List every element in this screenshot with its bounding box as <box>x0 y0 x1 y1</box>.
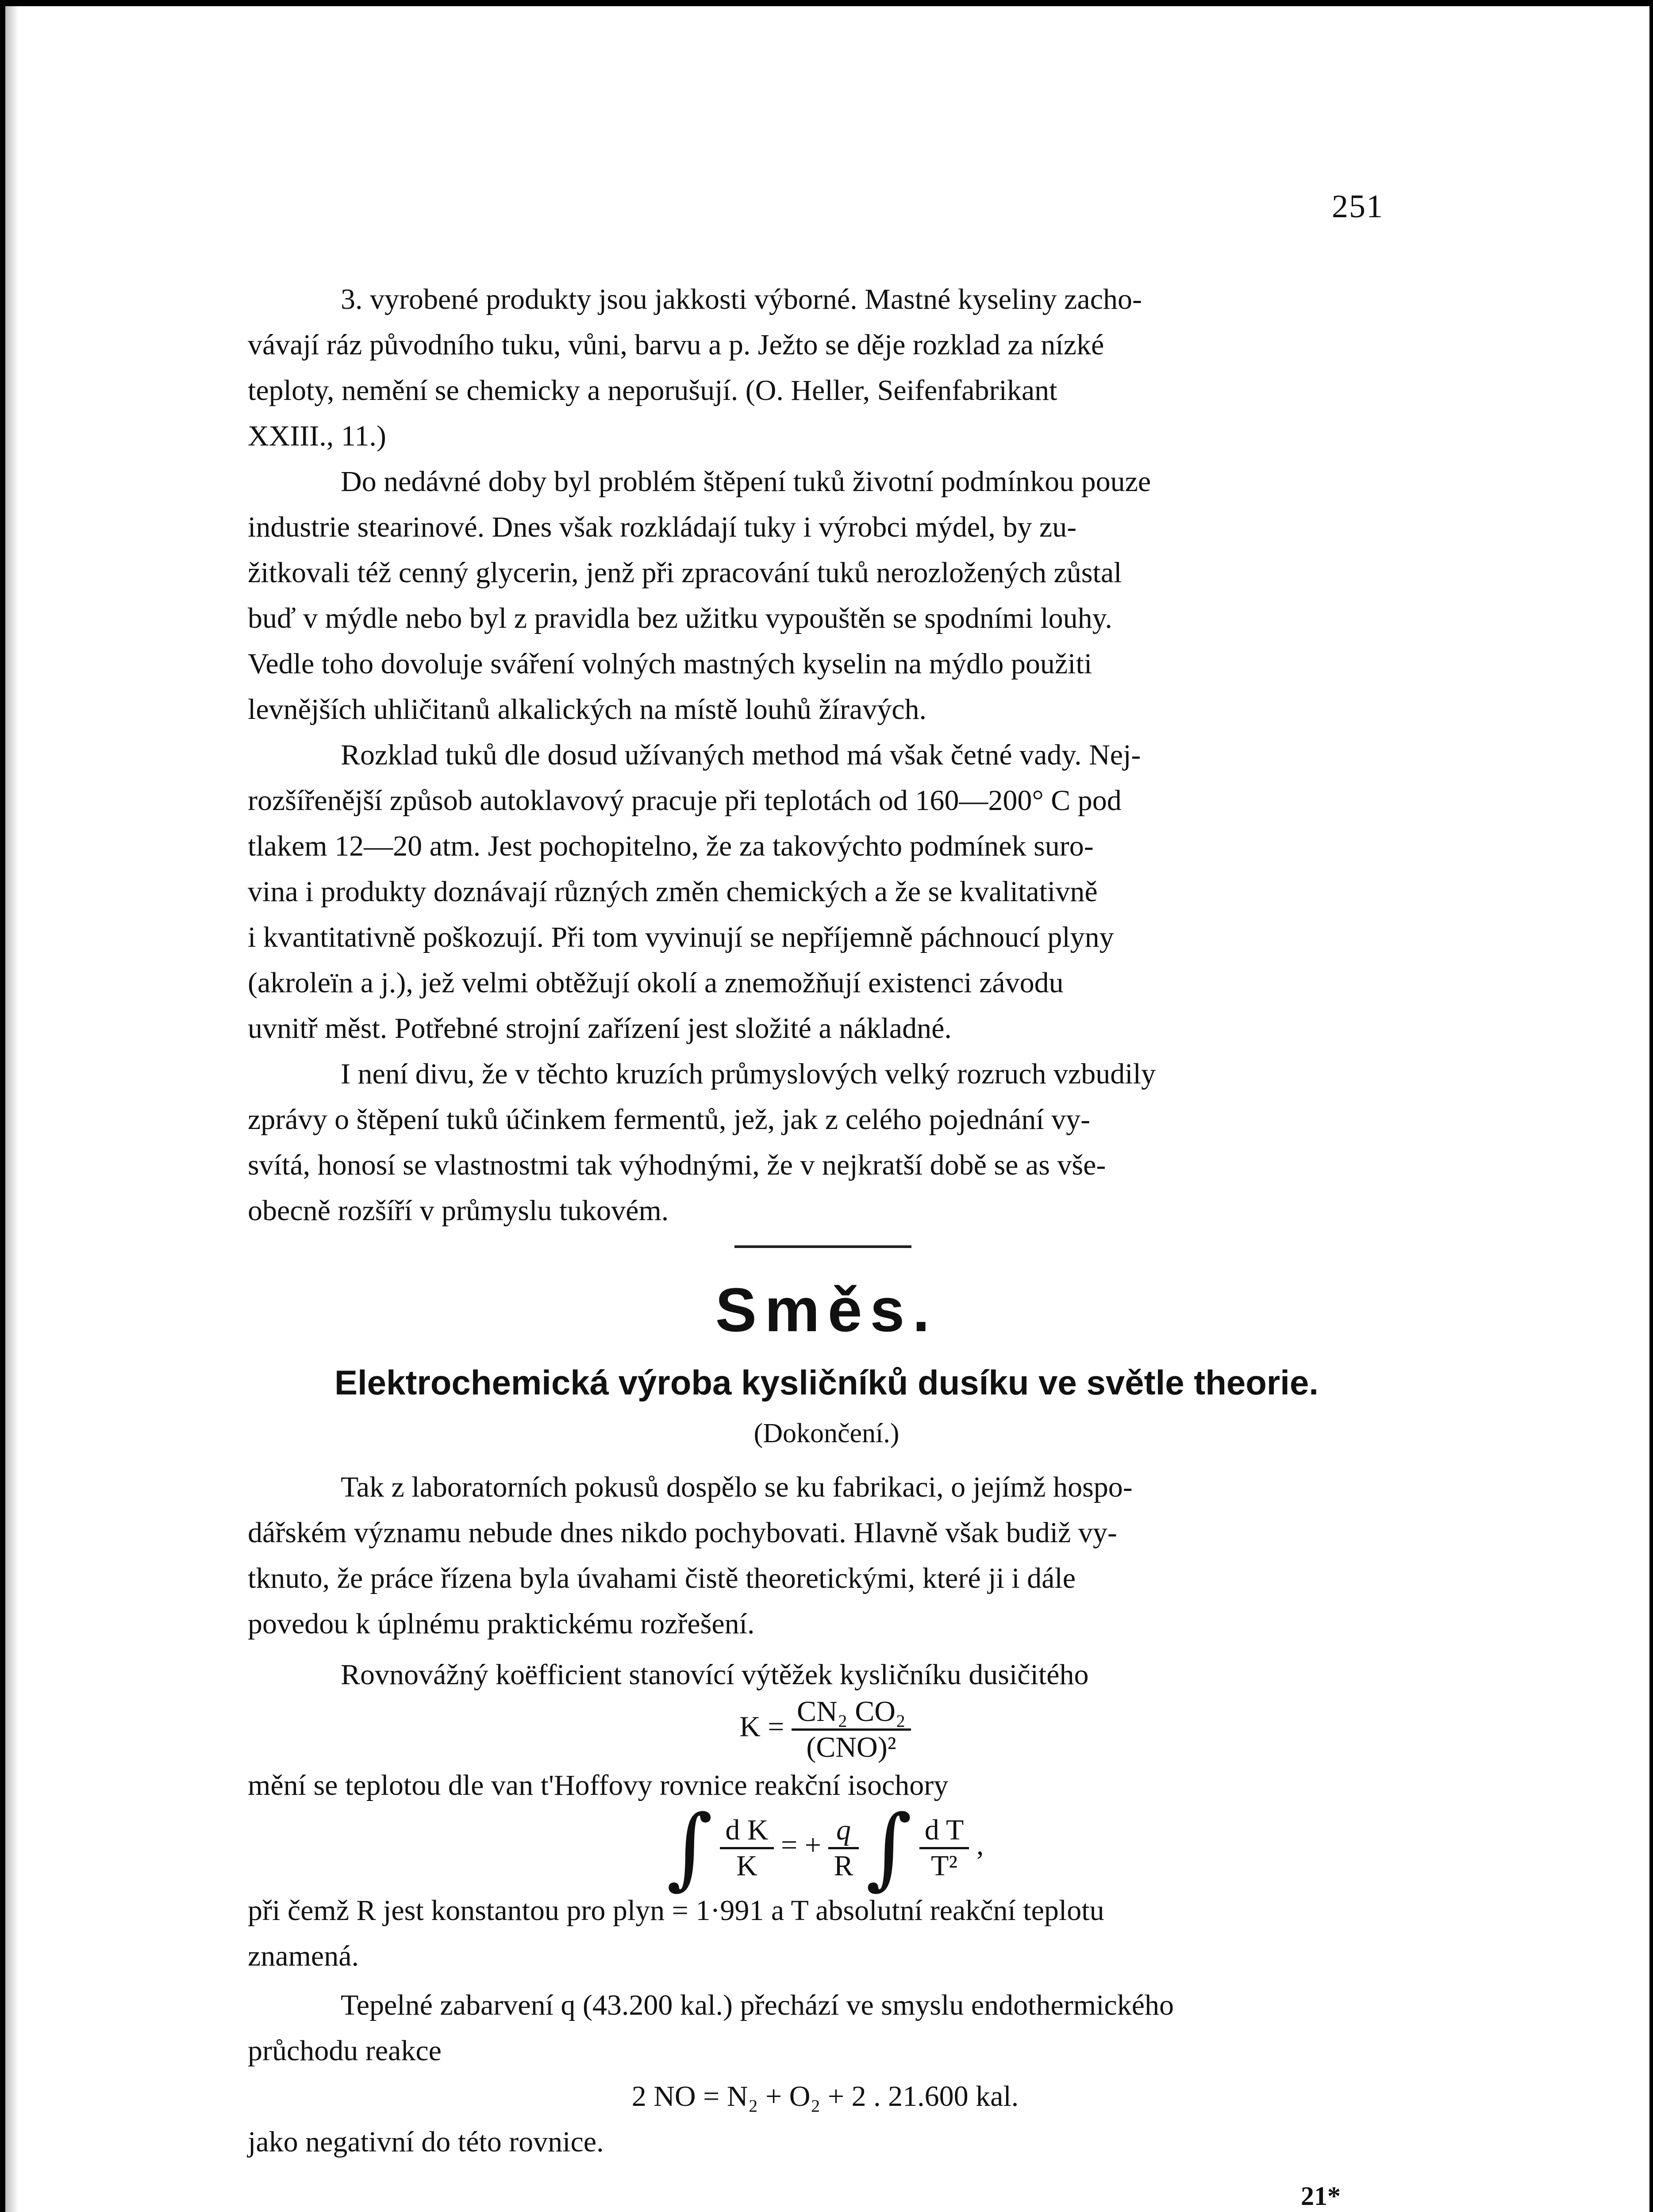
p6-line-2: mění se teplotou dle van t'Hoffovy rovnice reakční isochory <box>248 1769 949 1801</box>
equation-reaction: 2 NO = N₂ + O₂ + 2 . 21.600 kal. <box>631 2080 1019 2112</box>
p8-line-1: Tepelné zabarvení q (43.200 kal.) přechází ve smyslu endothermického <box>341 1989 1174 2021</box>
paragraph-8 <box>248 1982 1403 2074</box>
p1-line-3: teploty, nemění se chemicky a neporušují. (O. Heller, Seifenfabrikant <box>248 374 1057 407</box>
p2-line-5: Vedle toho dovoluje sváření volných mastných kyselin na mýdlo použiti <box>248 648 1092 680</box>
page-number: 251 <box>1332 188 1384 225</box>
p3-line-1: Rozklad tuků dle dosud užívaných method má však četné vady. Nej- <box>341 739 1141 771</box>
p3-line-6: (akroleïn a j.), jež velmi obtěžují okolí a znemožňují existenci závodu <box>248 967 1064 999</box>
body-text-top <box>248 276 1403 1233</box>
paragraph-7 <box>248 1888 1403 1979</box>
p5-line-3: tknuto, že práce řízena byla úvahami čistě theoretickými, které ji i dále <box>248 1562 1076 1594</box>
eq2-den-2: T² <box>930 1849 958 1882</box>
paragraph-6-intro <box>248 1652 1403 1697</box>
p2-line-1: Do nedávné doby byl problém štěpení tuků životní podmínkou pouze <box>341 465 1151 498</box>
paragraph-5 <box>248 1464 1403 1647</box>
eq2-fraction-1 <box>720 1813 773 1883</box>
eq2-num-1: d K <box>720 1813 773 1849</box>
scan-border-left <box>0 0 5 2212</box>
eq1-fraction <box>792 1695 911 1764</box>
printer-signature: 21* <box>1301 2181 1341 2211</box>
p3-line-5: i kvantitativně poškozují. Při tom vyvinují se nepříjemně páchnoucí plyny <box>248 921 1114 953</box>
article-title: Elektrochemická výroba kysličníků dusíku ve světle theorie. <box>334 1363 1319 1402</box>
p3-line-3: tlakem 12—20 atm. Jest pochopitelno, že za takovýchto podmínek suro- <box>248 830 1094 862</box>
p4-line-2: zprávy o štěpení tuků účinkem fermentů, jež, jak z celého pojednání vy- <box>248 1103 1091 1136</box>
paragraph-9 <box>248 2119 1403 2165</box>
eq2-coefficient <box>828 1813 858 1883</box>
p2-line-3: žitkovali též cenný glycerin, jenž při zpracování tuků nerozložených zůstal <box>248 557 1122 589</box>
p5-line-2: dářském významu nebude dnes nikdo pochybovati. Hlavně však budiž vy- <box>248 1517 1117 1549</box>
integral-sign-2: ∫ <box>866 1796 912 1899</box>
eq2-num-2: d T <box>919 1813 969 1849</box>
eq1-denominator: (CNO)² <box>806 1731 896 1763</box>
eq2-coef-num: q <box>828 1813 858 1849</box>
paragraph-4 <box>248 1051 1403 1233</box>
eq2-tail: , <box>976 1829 984 1862</box>
p2-line-4: buď v mýdle nebo byl z pravidla bez užitku vypouštěn se spodními louhy. <box>248 602 1112 634</box>
p3-line-4: vina i produkty doznávají různých změn chemických a že se kvalitativně <box>248 876 1098 908</box>
eq1-lhs: K = <box>739 1710 784 1743</box>
paragraph-2 <box>248 459 1403 732</box>
p1-line-1: 3. vyrobené produkty jsou jakkosti výborné. Mastné kyseliny zacho- <box>341 283 1142 315</box>
eq2-fraction-2 <box>919 1813 969 1883</box>
paragraph-6-cont <box>248 1763 1403 1808</box>
integral-sign-1: ∫ <box>666 1796 713 1899</box>
equation-isochore <box>248 1796 1403 1899</box>
body-text-bottom <box>248 1464 1403 2165</box>
p1-line-4: XXIII., 11.) <box>248 420 386 452</box>
eq2-den-1: K <box>736 1849 757 1882</box>
p6-line-1: Rovnovážný koëfficient stanovící výtěžek kysličníku dusičitého <box>341 1659 1089 1691</box>
p2-line-2: industrie stearinové. Dnes však rozkládají tuky i výrobci mýdel, by zu- <box>248 511 1077 543</box>
p4-line-4: obecně rozšíří v průmyslu tukovém. <box>248 1194 669 1227</box>
p1-line-2: vávají ráz původního tuku, vůni, barvu a p. Ježto se děje rozklad za nízké <box>248 329 1104 361</box>
p3-line-7: uvnitř měst. Potřebné strojní zařízení jest složité a nákladné. <box>248 1012 952 1045</box>
eq1-numerator: CN₂ CO₂ <box>792 1695 911 1731</box>
p8-line-2: průchodu reakce <box>248 2035 442 2067</box>
page-edge-shadow <box>5 6 19 2212</box>
p4-line-3: svítá, honosí se vlastnostmi tak výhodnými, že v nejkratší době se as vše- <box>248 1149 1106 1181</box>
p7-line-2: znamená. <box>248 1940 359 1972</box>
scan-border-top <box>0 0 1653 6</box>
p3-line-2: rozšířenější způsob autoklavový pracuje při teplotách od 160—200° C pod <box>248 784 1122 817</box>
paragraph-1 <box>248 276 1403 459</box>
section-heading: Směs. <box>715 1275 938 1344</box>
eq2-equals: = + <box>781 1829 821 1862</box>
section-divider <box>734 1245 911 1248</box>
p4-line-1: I není divu, že v těchto kruzích průmyslových velký rozruch vzbudily <box>341 1058 1156 1090</box>
scan-border-right <box>1649 0 1653 2212</box>
eq2-coef-den: R <box>834 1849 853 1882</box>
p5-line-4: povedou k úplnému praktickému rozřešení. <box>248 1608 755 1640</box>
p9-line-1: jako negativní do této rovnice. <box>248 2126 604 2158</box>
p5-line-1: Tak z laboratorních pokusů dospělo se ku fabrikaci, o jejímž hospo- <box>341 1471 1133 1503</box>
equation-equilibrium-constant <box>248 1695 1403 1764</box>
continued-note: (Dokončení.) <box>753 1418 900 1448</box>
paragraph-3 <box>248 732 1403 1051</box>
p2-line-6: levnějších uhličitanů alkalických na místě louhů žíravých. <box>248 693 927 726</box>
p7-line-1: při čemž R jest konstantou pro plyn = 1·991 a T absolutní reakční teplotu <box>248 1894 1104 1927</box>
